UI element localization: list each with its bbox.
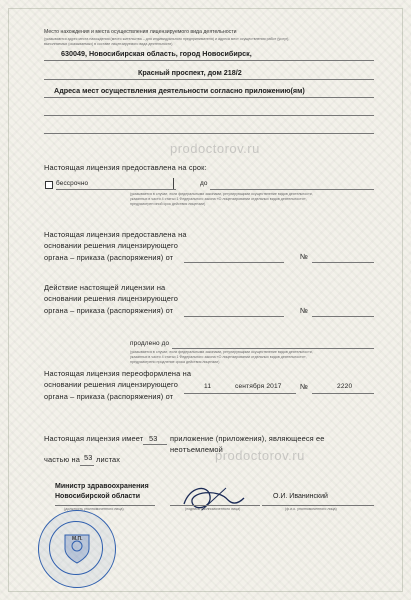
reissue-number-sign: № <box>300 382 309 391</box>
rule <box>44 97 374 98</box>
rule <box>44 60 374 61</box>
appendix-text-a: Настоящая лицензия имеет <box>44 434 144 443</box>
rule <box>44 115 374 116</box>
extend-hint-2: указанных в части 4 статьи 1 Федерального закона «О лицензировании отдельных видов деятельности», <box>130 355 307 359</box>
term-label: Настоящая лицензия предоставлена на срок: <box>44 163 207 172</box>
rule <box>56 189 176 190</box>
grant-text-1: Настоящая лицензия предоставлена на <box>44 230 187 239</box>
sign-hint: (подпись уполномоченного лица) <box>185 507 241 511</box>
date-field-line <box>184 393 296 394</box>
grant-number-sign: № <box>300 252 309 261</box>
official-seal <box>38 510 116 588</box>
signer-org-1: Министр здравоохранения <box>55 483 149 490</box>
appendix-text-b: приложение (приложения), являющееся ее неотъемлемой <box>170 434 325 455</box>
rule <box>262 505 374 506</box>
watermark: prodoctorov.ru <box>170 141 260 156</box>
address-line-2: Красный проспект, дом 218/2 <box>138 68 242 77</box>
address-line-3: Адреса мест осуществления деятельности согласно приложению(ям) <box>54 86 305 95</box>
signature-mark <box>178 482 248 518</box>
rule <box>44 79 374 80</box>
term-hint-3: предусмотрен иной срок действия лицензии) <box>130 202 206 206</box>
reissue-day: 11 <box>204 383 212 390</box>
signer-org-hint: (должность уполномоченного лица) <box>64 507 124 511</box>
place-label: Место нахождения и места осуществления лицензируемого вида деятельности <box>44 29 237 35</box>
signer-name: О.И. Иванинский <box>273 493 328 500</box>
reissue-block <box>44 368 191 402</box>
appendix-count: 53 <box>149 434 158 443</box>
term-hint-2: указанных в части 4 статьи 1 Федерального закона «О лицензировании отдельных видов деятельности», <box>130 197 307 201</box>
number-field-line <box>312 316 374 317</box>
extend-text-1: Действие настоящей лицензии на <box>44 283 166 292</box>
place-hint-2: выполняемых (оказываемых) в составе лицензируемого вида деятельности) <box>44 42 173 46</box>
appendix-text-c: частью на <box>44 455 81 464</box>
extend-number-sign: № <box>300 306 309 315</box>
rule <box>143 444 167 445</box>
reissue-text-1: Настоящая лицензия переоформлена на <box>44 369 192 378</box>
extend-text-3: органа – приказа (распоряжения) от <box>44 305 174 315</box>
checkbox-unlimited <box>45 181 53 189</box>
reissue-text-2: основании решения лицензирующего <box>44 380 178 390</box>
term-hint-1: (указывается в случае, если федеральными законами, регулирующими осуществление видов деятельности, <box>130 192 313 196</box>
appendix-text-d: листах <box>96 455 121 464</box>
rule <box>210 189 374 190</box>
number-field-line <box>312 262 374 263</box>
seal-mp: М.П. <box>72 536 83 542</box>
rule <box>170 505 260 506</box>
term-unlimited: бессрочно <box>56 180 89 187</box>
signer-org-2: Новосибирской области <box>55 493 141 500</box>
watermark: prodoctorov.ru <box>215 448 305 463</box>
grant-text-2: основании решения лицензирующего <box>44 241 178 251</box>
reissue-number: 2220 <box>337 383 353 390</box>
grant-block <box>44 229 187 263</box>
appendix-sheets: 53 <box>84 453 93 462</box>
extend-block <box>44 282 178 316</box>
reissue-text-3: органа – приказа (распоряжения) от <box>44 391 174 401</box>
rule <box>44 133 374 134</box>
rule <box>80 465 94 466</box>
date-field-line <box>184 316 284 317</box>
reissue-month-year: сентября 2017 <box>235 383 282 390</box>
term-until: до <box>200 180 208 187</box>
tick-mark <box>173 178 174 189</box>
grant-text-3: органа – приказа (распоряжения) от <box>44 252 174 262</box>
date-field-line <box>184 262 284 263</box>
extended-until: продлено до <box>130 340 170 347</box>
address-line-1: 630049, Новосибирская область, город Новосибирск, <box>61 49 252 58</box>
rule <box>172 348 374 349</box>
place-hint-1: (указываются адрес места нахождения (место жительства – для индивидуального предпринимателя) и адреса мест осуществления работ (услуг), <box>44 37 290 41</box>
number-field-line <box>312 393 374 394</box>
rule <box>55 505 155 506</box>
extend-hint-1: (указывается в случае, если федеральными законами, регулирующими осуществление видов деятельности, <box>130 350 313 354</box>
extend-text-2: основании решения лицензирующего <box>44 294 178 304</box>
extend-hint-3: предусмотрено продление срока действия лицензии) <box>130 360 220 364</box>
signer-name-hint: (ф.и.о. уполномоченного лица) <box>285 507 337 511</box>
